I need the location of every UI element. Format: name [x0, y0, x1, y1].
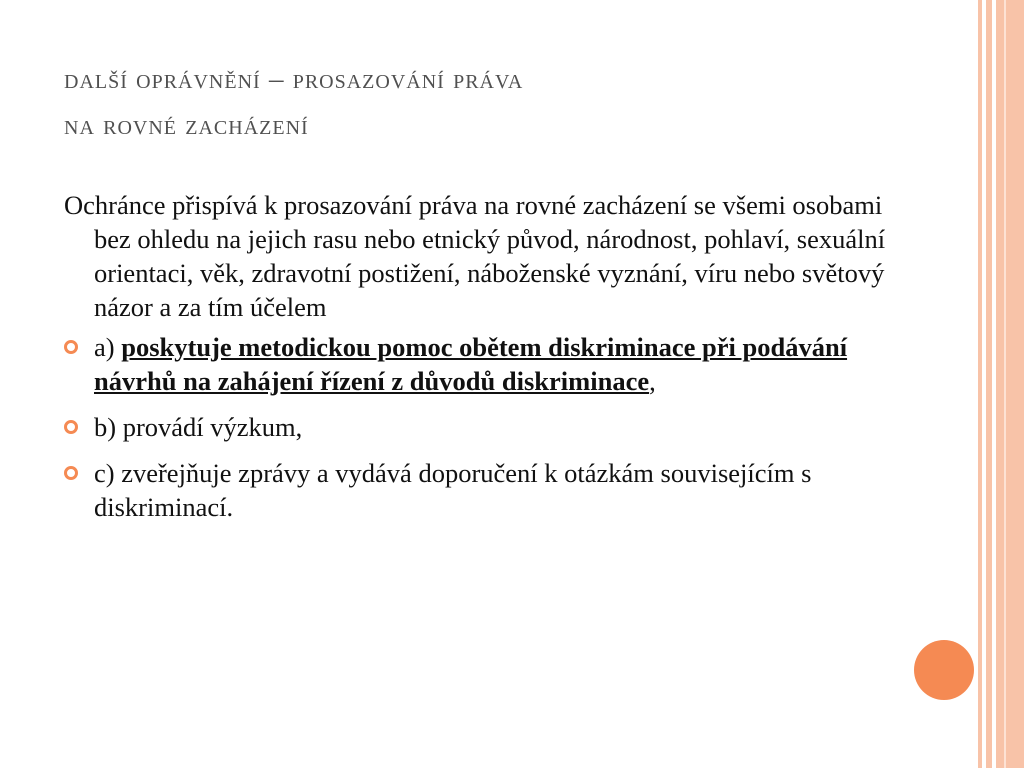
title-line-1: další oprávnění – prosazování práva	[64, 63, 524, 95]
bullet-a-suffix: ,	[649, 366, 656, 396]
bullet-c-text: c) zveřejňuje zprávy a vydává doporučení k otázkám souvisejícím s diskriminací.	[94, 458, 812, 522]
circle-bullet-icon	[64, 340, 78, 354]
bullet-a-emphasis: poskytuje metodickou pomoc obětem diskriminace při podávání návrhů na zahájení řízení z důvodů diskriminace	[94, 332, 848, 396]
slide-title	[64, 56, 924, 148]
title-line-2: na rovné zacházení	[64, 109, 309, 141]
slide-content	[64, 188, 894, 536]
decor-stripe-highlight	[1004, 0, 1006, 768]
decor-stripe-thin	[978, 0, 982, 768]
bullet-item-c	[64, 456, 894, 524]
decor-stripe-mid	[986, 0, 992, 768]
decor-circle	[914, 640, 974, 700]
circle-bullet-icon	[64, 420, 78, 434]
bullet-item-b	[64, 410, 894, 444]
decor-stripe-wide	[996, 0, 1024, 768]
bullet-item-a	[64, 330, 894, 398]
bullet-a-prefix: a)	[94, 332, 122, 362]
intro-paragraph: Ochránce přispívá k prosazování práva na rovné zacházení se všemi osobami bez ohledu na jejich rasu nebo etnický původ, národnost, pohlaví, sexuální orientaci, věk, zdravotní postižení, náboženské vyznání, víru nebo světový názor a za tím účelem	[64, 190, 886, 322]
bullet-b-text: b) provádí výzkum,	[94, 412, 303, 442]
bullet-list	[64, 330, 894, 524]
circle-bullet-icon	[64, 466, 78, 480]
